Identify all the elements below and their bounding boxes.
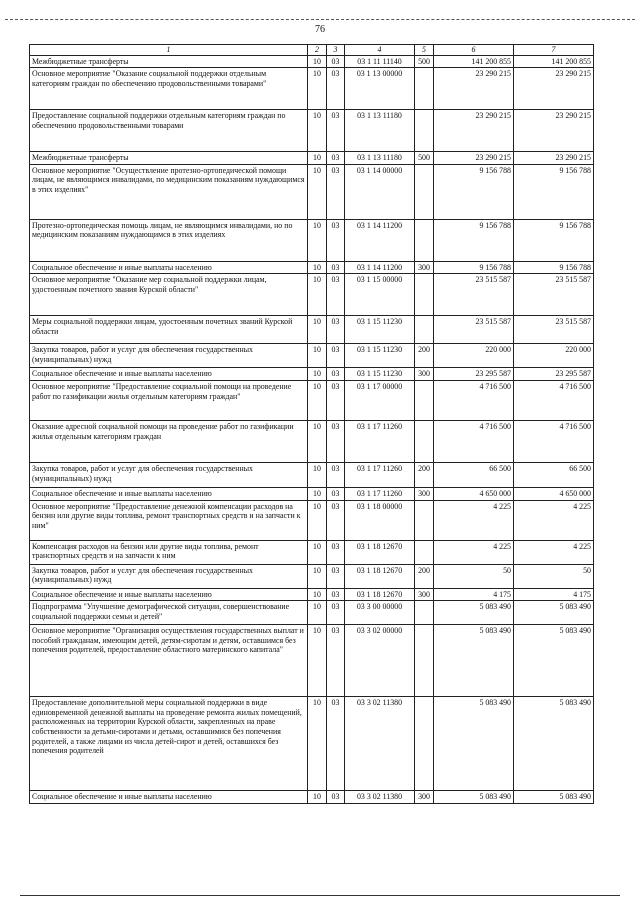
expense-type-cell: [415, 164, 434, 219]
subsection-code-cell: 03: [327, 487, 345, 500]
target-article-cell: 03 1 15 11230: [345, 368, 415, 381]
amount-cell-7: 5 083 490: [514, 791, 594, 804]
amount-cell-6: 4 716 500: [434, 420, 514, 462]
amount-cell-6: 23 515 587: [434, 274, 514, 316]
table-row: [30, 380, 594, 420]
amount-cell-7: 23 290 215: [514, 152, 594, 165]
table-row: [30, 219, 594, 261]
target-article-cell: 03 1 13 00000: [345, 68, 415, 110]
subsection-code-cell: 03: [327, 316, 345, 344]
amount-cell-6: 50: [434, 564, 514, 588]
target-article-cell: 03 1 17 11260: [345, 462, 415, 487]
amount-cell-6: 4 650 000: [434, 487, 514, 500]
amount-cell-7: 23 295 587: [514, 368, 594, 381]
amount-cell-6: 141 200 855: [434, 55, 514, 68]
row-name-cell: Социальное обеспечение и иные выплаты населению: [30, 368, 308, 381]
target-article-cell: 03 1 18 12670: [345, 588, 415, 601]
row-name-cell: Предоставление социальной поддержки отдельным категориям граждан по обеспечению продовольственными товарами: [30, 110, 308, 152]
amount-cell-7: 5 083 490: [514, 697, 594, 791]
section-code-cell: 10: [308, 564, 327, 588]
amount-cell-7: 9 156 788: [514, 164, 594, 219]
target-article-cell: 03 1 14 11200: [345, 219, 415, 261]
row-name-cell: Основное мероприятие "Организация осуществления государственных выплат и пособий гражданам, имеющим детей, детям-сиротам и детям, оставшимся без попечения родителей, предоставление областного материнского капитала": [30, 625, 308, 697]
target-article-cell: 03 1 13 11180: [345, 110, 415, 152]
row-name-cell: Основное мероприятие "Оказание мер социальной поддержки лицам, удостоенным почетного звания Курской области": [30, 274, 308, 316]
expense-type-cell: [415, 601, 434, 625]
target-article-cell: 03 1 18 12670: [345, 564, 415, 588]
header-row: [30, 45, 594, 56]
table-row: [30, 697, 594, 791]
amount-cell-6: 5 083 490: [434, 697, 514, 791]
amount-cell-6: 23 295 587: [434, 368, 514, 381]
subsection-code-cell: 03: [327, 588, 345, 601]
amount-cell-6: 5 083 490: [434, 625, 514, 697]
header-cell-6: 6: [434, 45, 514, 56]
header-cell-4: 4: [345, 45, 415, 56]
subsection-code-cell: 03: [327, 261, 345, 274]
expense-type-cell: 300: [415, 791, 434, 804]
row-name-cell: Меры социальной поддержки лицам, удостоенным почетных званий Курской области: [30, 316, 308, 344]
section-code-cell: 10: [308, 164, 327, 219]
row-name-cell: Основное мероприятие "Оказание социальной поддержки отдельным категориям граждан по обеспечению продовольственными товарами": [30, 68, 308, 110]
table-row: [30, 420, 594, 462]
budget-table-body: [30, 45, 594, 804]
target-article-cell: 03 1 17 00000: [345, 380, 415, 420]
row-name-cell: Подпрограмма "Улучшение демографической ситуации, совершенствование социальной поддержки семьи и детей": [30, 601, 308, 625]
subsection-code-cell: 03: [327, 110, 345, 152]
amount-cell-6: 4 175: [434, 588, 514, 601]
amount-cell-7: 23 290 215: [514, 68, 594, 110]
subsection-code-cell: 03: [327, 500, 345, 540]
table-row: [30, 164, 594, 219]
table-row: [30, 588, 594, 601]
table-row: [30, 791, 594, 804]
amount-cell-6: 4 225: [434, 540, 514, 564]
subsection-code-cell: 03: [327, 601, 345, 625]
amount-cell-6: 9 156 788: [434, 164, 514, 219]
subsection-code-cell: 03: [327, 219, 345, 261]
section-code-cell: 10: [308, 55, 327, 68]
subsection-code-cell: 03: [327, 697, 345, 791]
table-row: [30, 110, 594, 152]
row-name-cell: Оказание адресной социальной помощи на проведение работ по газификации жилья отдельным категориям граждан: [30, 420, 308, 462]
amount-cell-7: 23 515 587: [514, 316, 594, 344]
amount-cell-7: 4 716 500: [514, 420, 594, 462]
subsection-code-cell: 03: [327, 791, 345, 804]
expense-type-cell: [415, 316, 434, 344]
target-article-cell: 03 3 02 00000: [345, 625, 415, 697]
expense-type-cell: [415, 540, 434, 564]
subsection-code-cell: 03: [327, 380, 345, 420]
section-code-cell: 10: [308, 316, 327, 344]
target-article-cell: 03 1 15 11230: [345, 344, 415, 368]
amount-cell-7: 4 225: [514, 540, 594, 564]
table-row: [30, 55, 594, 68]
section-code-cell: 10: [308, 274, 327, 316]
table-row: [30, 368, 594, 381]
expense-type-cell: [415, 380, 434, 420]
expense-type-cell: 300: [415, 261, 434, 274]
row-name-cell: Закупка товаров, работ и услуг для обеспечения государственных (муниципальных) нужд: [30, 564, 308, 588]
target-article-cell: 03 1 15 00000: [345, 274, 415, 316]
target-article-cell: 03 1 18 00000: [345, 500, 415, 540]
amount-cell-7: 4 716 500: [514, 380, 594, 420]
section-code-cell: 10: [308, 380, 327, 420]
header-cell-2: 2: [308, 45, 327, 56]
row-name-cell: Закупка товаров, работ и услуг для обеспечения государственных (муниципальных) нужд: [30, 462, 308, 487]
section-code-cell: 10: [308, 588, 327, 601]
expense-type-cell: [415, 110, 434, 152]
table-row: [30, 601, 594, 625]
table-row: [30, 261, 594, 274]
row-name-cell: Закупка товаров, работ и услуг для обеспечения государственных (муниципальных) нужд: [30, 344, 308, 368]
budget-table: [29, 44, 594, 804]
expense-type-cell: 300: [415, 588, 434, 601]
header-cell-7: 7: [514, 45, 594, 56]
amount-cell-7: 4 225: [514, 500, 594, 540]
header-cell-5: 5: [415, 45, 434, 56]
amount-cell-6: 220 000: [434, 344, 514, 368]
expense-type-cell: 200: [415, 564, 434, 588]
row-name-cell: Межбюджетные трансферты: [30, 55, 308, 68]
target-article-cell: 03 1 17 11260: [345, 487, 415, 500]
top-dashed-rule: [5, 19, 635, 20]
target-article-cell: 03 1 14 11200: [345, 261, 415, 274]
subsection-code-cell: 03: [327, 564, 345, 588]
table-row: [30, 316, 594, 344]
target-article-cell: 03 1 17 11260: [345, 420, 415, 462]
amount-cell-6: 66 500: [434, 462, 514, 487]
amount-cell-7: 4 175: [514, 588, 594, 601]
section-code-cell: 10: [308, 420, 327, 462]
target-article-cell: 03 3 02 11380: [345, 791, 415, 804]
section-code-cell: 10: [308, 487, 327, 500]
section-code-cell: 10: [308, 110, 327, 152]
subsection-code-cell: 03: [327, 68, 345, 110]
target-article-cell: 03 1 13 11180: [345, 152, 415, 165]
target-article-cell: 03 1 14 00000: [345, 164, 415, 219]
table-row: [30, 462, 594, 487]
amount-cell-7: 141 200 855: [514, 55, 594, 68]
subsection-code-cell: 03: [327, 540, 345, 564]
subsection-code-cell: 03: [327, 420, 345, 462]
target-article-cell: 03 3 00 00000: [345, 601, 415, 625]
amount-cell-7: 23 515 587: [514, 274, 594, 316]
section-code-cell: 10: [308, 462, 327, 487]
table-row: [30, 564, 594, 588]
amount-cell-6: 9 156 788: [434, 219, 514, 261]
section-code-cell: 10: [308, 625, 327, 697]
expense-type-cell: 500: [415, 55, 434, 68]
page-number: 76: [315, 24, 325, 35]
table-row: [30, 344, 594, 368]
amount-cell-6: 23 290 215: [434, 68, 514, 110]
amount-cell-6: 5 083 490: [434, 601, 514, 625]
subsection-code-cell: 03: [327, 462, 345, 487]
amount-cell-7: 66 500: [514, 462, 594, 487]
expense-type-cell: 200: [415, 462, 434, 487]
row-name-cell: Основное мероприятие "Осуществление протезно-ортопедической помощи лицам, не являющимся инвалидами, по медицинским показаниям нуждающимся в этих изделиях": [30, 164, 308, 219]
expense-type-cell: 300: [415, 487, 434, 500]
expense-type-cell: [415, 500, 434, 540]
row-name-cell: Социальное обеспечение и иные выплаты населению: [30, 588, 308, 601]
subsection-code-cell: 03: [327, 164, 345, 219]
row-name-cell: Основное мероприятие "Предоставление социальной помощи на проведение работ по газификации жилья отдельным категориям граждан": [30, 380, 308, 420]
amount-cell-7: 5 083 490: [514, 625, 594, 697]
section-code-cell: 10: [308, 500, 327, 540]
row-name-cell: Социальное обеспечение и иные выплаты населению: [30, 261, 308, 274]
expense-type-cell: 500: [415, 152, 434, 165]
section-code-cell: 10: [308, 601, 327, 625]
expense-type-cell: [415, 420, 434, 462]
subsection-code-cell: 03: [327, 274, 345, 316]
amount-cell-6: 23 290 215: [434, 152, 514, 165]
section-code-cell: 10: [308, 791, 327, 804]
amount-cell-6: 5 083 490: [434, 791, 514, 804]
table-row: [30, 540, 594, 564]
amount-cell-7: 50: [514, 564, 594, 588]
row-name-cell: Межбюджетные трансферты: [30, 152, 308, 165]
subsection-code-cell: 03: [327, 152, 345, 165]
expense-type-cell: 300: [415, 368, 434, 381]
target-article-cell: 03 1 11 11140: [345, 55, 415, 68]
row-name-cell: Социальное обеспечение и иные выплаты населению: [30, 791, 308, 804]
header-cell-1: 1: [30, 45, 308, 56]
amount-cell-7: 5 083 490: [514, 601, 594, 625]
expense-type-cell: [415, 625, 434, 697]
amount-cell-7: 4 650 000: [514, 487, 594, 500]
target-article-cell: 03 3 02 11380: [345, 697, 415, 791]
section-code-cell: 10: [308, 344, 327, 368]
table-row: [30, 68, 594, 110]
expense-type-cell: [415, 697, 434, 791]
amount-cell-6: 23 515 587: [434, 316, 514, 344]
amount-cell-7: 220 000: [514, 344, 594, 368]
row-name-cell: Основное мероприятие "Предоставление денежной компенсации расходов на бензин или другие виды топлива, ремонт транспортных средств и на запчасти к ним": [30, 500, 308, 540]
subsection-code-cell: 03: [327, 368, 345, 381]
target-article-cell: 03 1 18 12670: [345, 540, 415, 564]
subsection-code-cell: 03: [327, 344, 345, 368]
subsection-code-cell: 03: [327, 55, 345, 68]
header-cell-3: 3: [327, 45, 345, 56]
table-row: [30, 152, 594, 165]
amount-cell-7: 9 156 788: [514, 219, 594, 261]
amount-cell-6: 4 716 500: [434, 380, 514, 420]
section-code-cell: 10: [308, 152, 327, 165]
row-name-cell: Предоставление дополнительной меры социальной поддержки в виде единовременной денежной выплаты на проведение ремонта жилых помещений, расположенных на территории Курской области, закрепленных на праве собственности за детьми-сиротами и детьми, оставшимися без попечения родителей, а также лицами из числа детей-сирот и детей, оставшихся без попечения родителей: [30, 697, 308, 791]
row-name-cell: Протезно-ортопедическая помощь лицам, не являющимся инвалидами, но по медицинским показаниям нуждающимся в этих изделиях: [30, 219, 308, 261]
amount-cell-6: 23 290 215: [434, 110, 514, 152]
table-row: [30, 625, 594, 697]
amount-cell-6: 9 156 788: [434, 261, 514, 274]
section-code-cell: 10: [308, 68, 327, 110]
expense-type-cell: [415, 274, 434, 316]
row-name-cell: Социальное обеспечение и иные выплаты населению: [30, 487, 308, 500]
expense-type-cell: [415, 68, 434, 110]
bottom-rule: [20, 895, 620, 896]
table-row: [30, 500, 594, 540]
target-article-cell: 03 1 15 11230: [345, 316, 415, 344]
section-code-cell: 10: [308, 540, 327, 564]
amount-cell-6: 4 225: [434, 500, 514, 540]
amount-cell-7: 9 156 788: [514, 261, 594, 274]
expense-type-cell: [415, 219, 434, 261]
amount-cell-7: 23 290 215: [514, 110, 594, 152]
subsection-code-cell: 03: [327, 625, 345, 697]
table-row: [30, 274, 594, 316]
row-name-cell: Компенсация расходов на бензин или другие виды топлива, ремонт транспортных средств и на запчасти к ним: [30, 540, 308, 564]
section-code-cell: 10: [308, 261, 327, 274]
table-row: [30, 487, 594, 500]
section-code-cell: 10: [308, 368, 327, 381]
expense-type-cell: 200: [415, 344, 434, 368]
section-code-cell: 10: [308, 219, 327, 261]
section-code-cell: 10: [308, 697, 327, 791]
